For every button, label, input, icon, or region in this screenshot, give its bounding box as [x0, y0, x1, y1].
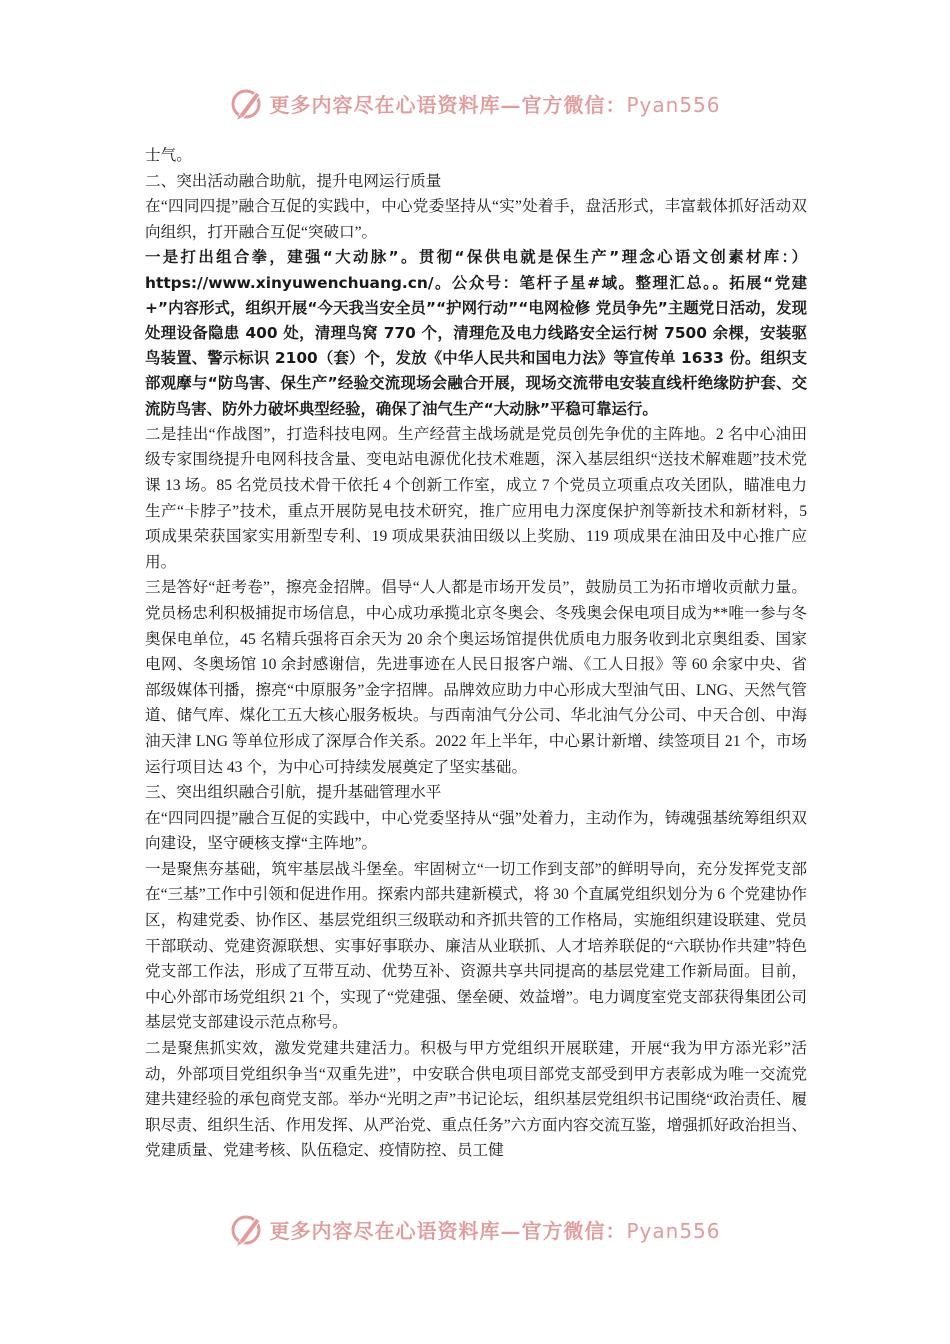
- paragraph: 在“四同四提”融合互促的实践中，中心党委坚持从“实”处着手，盘活形式，丰富载体抓好活动双向组织，打开融合互促“突破口”。: [145, 198, 807, 241]
- pen-logo-icon: [229, 1211, 265, 1247]
- pen-logo-icon: [229, 85, 265, 121]
- banner-text: 更多内容尽在心语资料库—官方微信：Pyan556: [269, 92, 721, 117]
- bold-paragraph: 一是打出组合拳，建强“大动脉”。贯彻“保供电就是保生产”理念心语文创素材库：）https://www.xinyuwenchuang.cn/。公众号：笔杆子星#域。整理汇总。。拓展“党建+”内容形式，组织开展“今天我当安全员”“护网行动”“电网检修 党员争先”主题党日活动，发现处理设备隐患 400 处，清理鸟窝 770 个，清理危及电力线路安全运行树 7500 余棵，安装驱鸟装置、警示标识 2100（套）个，发放《中华人民共和国电力法》等宣传单 1633 份。组织支部观摩与“防鸟害、保生产”经验交流现场会融合开展，现场交流带电安装直线杆绝缘防护套、交流防鸟害、防外力破坏典型经验，确保了油气生产“大动脉”平稳可靠运行。: [145, 248, 807, 418]
- document-body: [145, 143, 807, 1164]
- paragraph: 士气。: [145, 147, 192, 164]
- banner-wechat-id: Pyan556: [626, 1218, 721, 1243]
- paragraph: 二是聚焦抓实效，激发党建共建活力。积极与甲方党组织开展联建，开展“我为甲方添光彩”活动，外部项目党组织争当“双重先进”，中安联合供电项目部党支部受到甲方表彰成为唯一交流党建共建经验的承包商党支部。举办“光明之声”书记论坛，组织基层党组织书记围绕“政治责任、履职尽责、组织生活、作用发挥、从严治党、重点任务”六方面内容交流互鉴，增强抓好政治担当、党建质量、党建考核、队伍稳定、疫情防控、员工健: [145, 1040, 807, 1160]
- paragraph: 三是答好“赶考卷”，擦亮金招牌。倡导“人人都是市场开发员”，鼓励员工为拓市增收贡献力量。党员杨忠利积极捕捉市场信息，中心成功承揽北京冬奥会、冬残奥会保电项目成为**唯一参与冬奥保电单位，45 名精兵强将百余天为 20 余个奥运场馆提供优质电力服务收到北京奥组委、国家电网、冬奥场馆 10 余封感谢信，先进事迹在人民日报客户端、《工人日报》等 60 余家中央、省部级媒体刊播，擦亮“中原服务”金字招牌。品牌效应助力中心形成大型油气田、LNG、天然气管道、储气库、煤化工五大核心服务板块。与西南油气分公司、华北油气分公司、中天合创、中海油天津 LNG 等单位形成了深厚合作关系。2022 年上半年，中心累计新增、续签项目 21 个，市场运行项目达 43 个，为中心可持续发展奠定了坚实基础。: [145, 579, 807, 776]
- banner-text: 更多内容尽在心语资料库—官方微信：Pyan556: [269, 1218, 721, 1243]
- banner-wechat-id: Pyan556: [626, 92, 721, 117]
- section-heading: 二、突出活动融合助航，提升电网运行质量: [145, 172, 442, 190]
- paragraph: 一是聚焦夯基础，筑牢基层战斗堡垒。牢固树立“一切工作到支部”的鲜明导向，充分发挥党支部在“三基”工作中引领和促进作用。探索内部共建新模式，将 30 个直属党组织划分为 6 个党建协作区，构建党委、协作区、基层党组织三级联动和齐抓共管的工作格局，实施组织建设联建、党员干部联动、党建资源联想、实事好事联办、廉洁从业联抓、人才培养联促的“六联协作共建”特色党支部工作法，形成了互带互动、优势互补、资源共享共同提高的基层党建工作新局面。目前，中心外部市场党组织 21 个，实现了“党建强、堡垒硬、效益增”。电力调度室党支部获得集团公司基层党支部建设示范点称号。: [145, 860, 807, 1032]
- section-heading: 三、突出组织融合引航，提升基础管理水平: [145, 784, 442, 802]
- footer-watermark-banner: [0, 1209, 950, 1249]
- paragraph: 二是挂出“作战图”，打造科技电网。生产经营主战场就是党员创先争优的主阵地。2 名中心油田级专家围绕提升电网科技含量、变电站电源优化技术难题，深入基层组织“送技术解难题”技术党课 13 场。85 名党员技术骨干依托 4 个创新工作室，成立 7 个党员立项重点攻关团队，瞄准电力生产“卡脖子”技术，重点开展防晃电技术研究，推广应用电力深度保护剂等新技术和新材料，5 项成果荣获国家实用新型专利、19 项成果获油田级以上奖励、119 项成果在油田及中心推广应用。: [145, 425, 807, 571]
- header-watermark-banner: [0, 83, 950, 123]
- paragraph: 在“四同四提”融合互促的实践中，中心党委坚持从“强”处着力，主动作为，铸魂强基统筹组织双向建设，坚守硬核支撑“主阵地”。: [145, 809, 807, 853]
